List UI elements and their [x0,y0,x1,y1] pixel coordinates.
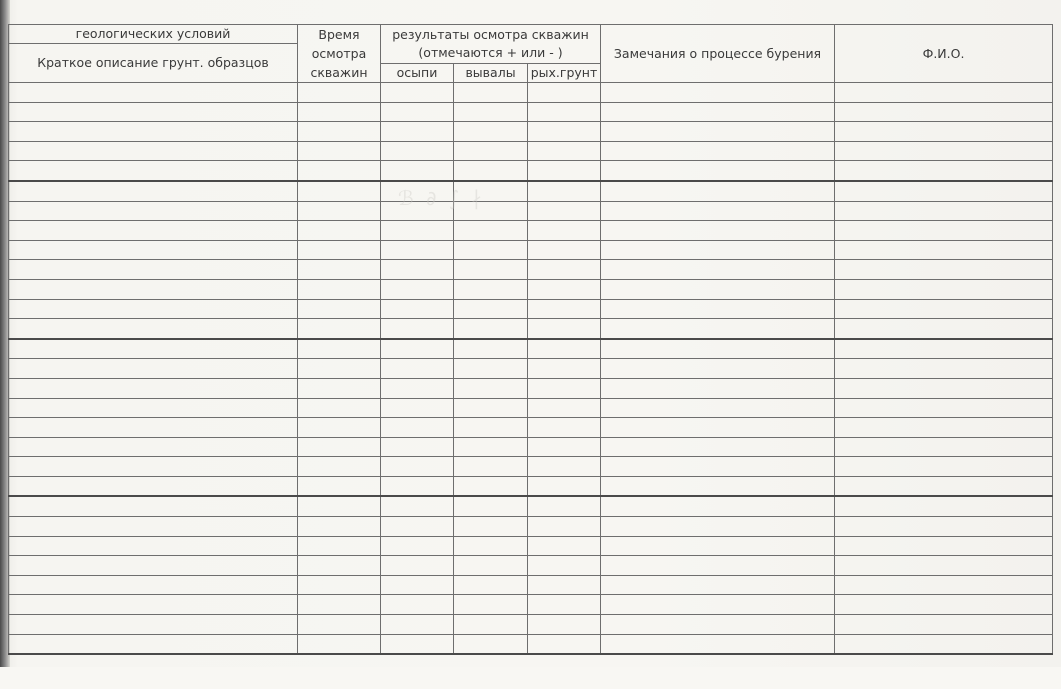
table-cell [528,378,601,398]
table-cell [835,398,1053,418]
table-cell [835,221,1053,241]
table-row [9,122,1053,142]
table-cell [9,319,298,339]
table-cell [528,595,601,615]
table-row [9,615,1053,635]
table-cell [298,378,381,398]
table-cell [381,437,454,457]
table-cell [381,378,454,398]
table-cell [601,398,835,418]
table-cell [835,359,1053,379]
table-cell [454,240,528,260]
table-cell [454,359,528,379]
table-cell [381,418,454,438]
table-cell [835,595,1053,615]
table-cell [298,122,381,142]
table-row [9,102,1053,122]
table-cell [298,339,381,359]
table-cell [381,221,454,241]
table-cell [298,496,381,516]
table-cell [9,536,298,556]
table-cell [454,418,528,438]
header-inspection-results-line1: результаты осмотра скважин [392,27,589,42]
table-cell [601,181,835,201]
table-cell [454,378,528,398]
table-cell [835,181,1053,201]
table-cell [835,240,1053,260]
table-row [9,319,1053,339]
table-cell [9,181,298,201]
table-cell [9,517,298,537]
table-row [9,279,1053,299]
table-cell [298,398,381,418]
table-cell [9,161,298,181]
table-row [9,476,1053,496]
table-cell [835,102,1053,122]
table-cell [9,476,298,496]
table-cell [601,240,835,260]
table-row [9,595,1053,615]
table-row [9,634,1053,654]
table-cell [835,536,1053,556]
table-cell [298,615,381,635]
table-cell [381,476,454,496]
table-cell [601,517,835,537]
table-cell [835,437,1053,457]
table-cell [298,457,381,477]
table-row [9,240,1053,260]
table-cell [9,240,298,260]
table-cell [298,437,381,457]
table-cell [835,615,1053,635]
table-cell [9,221,298,241]
table-row [9,378,1053,398]
table-body [9,25,1053,655]
table-cell [381,615,454,635]
table-cell [835,279,1053,299]
table-cell [9,83,298,103]
table-cell [601,378,835,398]
table-cell [381,575,454,595]
table-cell [298,299,381,319]
table-cell [454,319,528,339]
table-cell [454,517,528,537]
table-cell [528,141,601,161]
table-cell [9,575,298,595]
header-osypi: осыпи [381,64,454,83]
table-cell [528,556,601,576]
table-cell [601,496,835,516]
table-cell [298,536,381,556]
table-cell [835,575,1053,595]
table-row [9,221,1053,241]
table-cell [9,102,298,122]
table-cell [835,418,1053,438]
table-row [9,437,1053,457]
table-cell [454,141,528,161]
table-cell [298,595,381,615]
table-row [9,496,1053,516]
table-cell [381,141,454,161]
table-cell [601,615,835,635]
table-cell [381,457,454,477]
table-cell [381,161,454,181]
table-cell [298,279,381,299]
table-cell [381,517,454,537]
table-cell [454,83,528,103]
table-cell [9,141,298,161]
table-cell [454,457,528,477]
table-cell [298,517,381,537]
table-cell [601,457,835,477]
table-cell [9,437,298,457]
table-cell [601,476,835,496]
table-cell [601,418,835,438]
table-cell [9,556,298,576]
header-ryh-grunt: рых.грунт [528,64,601,83]
table-cell [835,161,1053,181]
header-inspection-results [381,25,601,64]
table-cell [528,418,601,438]
table-cell [298,221,381,241]
table-row [9,418,1053,438]
page-bottom-margin [0,667,1061,689]
table-cell [528,517,601,537]
table-cell [835,201,1053,221]
table-cell [298,161,381,181]
table-cell [9,201,298,221]
table-row [9,161,1053,181]
table-cell [454,575,528,595]
table-cell [454,339,528,359]
table-cell [601,141,835,161]
table-cell [298,141,381,161]
table-cell [454,221,528,241]
table-cell [528,122,601,142]
header-inspection-results-line2: (отмечаются + или - ) [418,45,563,60]
table-cell [528,161,601,181]
header-drilling-remarks: Замечания о процессе бурения [601,25,835,83]
table-cell [454,476,528,496]
table-cell [298,556,381,576]
table-cell [454,260,528,280]
table-cell [835,378,1053,398]
table-row [9,359,1053,379]
table-cell [381,83,454,103]
table-cell [381,102,454,122]
table-cell [9,418,298,438]
table-cell [454,615,528,635]
table-row [9,457,1053,477]
table-cell [601,595,835,615]
table-cell [381,299,454,319]
table-cell [601,299,835,319]
table-cell [298,83,381,103]
table-cell [9,122,298,142]
table-cell [381,279,454,299]
table-cell [298,260,381,280]
table-cell [454,299,528,319]
table-cell [528,260,601,280]
table-cell [835,83,1053,103]
table-cell [381,398,454,418]
table-cell [835,122,1053,142]
table-cell [9,595,298,615]
table-cell [454,595,528,615]
table-cell [601,359,835,379]
table-cell [9,299,298,319]
table-cell [528,83,601,103]
table-cell [835,496,1053,516]
table-cell [528,575,601,595]
table-row [9,556,1053,576]
table-cell [9,457,298,477]
table-cell [835,634,1053,654]
table-cell [454,634,528,654]
table-cell [601,221,835,241]
table-cell [528,240,601,260]
table-cell [528,457,601,477]
table-cell [9,279,298,299]
table-cell [381,496,454,516]
table-cell [9,398,298,418]
table-cell [9,615,298,635]
table-cell [9,359,298,379]
table-cell [835,299,1053,319]
table-cell [381,595,454,615]
header-inspection-time [298,25,381,83]
table-cell [601,122,835,142]
header-vyvaly: вывалы [454,64,528,83]
table-cell [381,556,454,576]
table-cell [528,319,601,339]
drilling-log-table [8,24,1053,655]
table-cell [528,536,601,556]
table-cell [528,102,601,122]
table-cell [298,201,381,221]
table-cell [381,339,454,359]
table-row [9,260,1053,280]
table-cell [381,319,454,339]
table-cell [601,575,835,595]
table-cell [601,339,835,359]
table-cell [601,83,835,103]
table-cell [454,556,528,576]
table-cell [528,359,601,379]
table-cell [528,279,601,299]
table-cell [601,201,835,221]
table-cell [528,496,601,516]
header-fio: Ф.И.О. [835,25,1053,83]
table-cell [528,437,601,457]
table-cell [528,339,601,359]
table-cell [835,517,1053,537]
table-row [9,141,1053,161]
table-cell [601,536,835,556]
table-cell [9,634,298,654]
table-cell [528,615,601,635]
header-soil-description: Краткое описание грунт. образцов [9,44,298,83]
table-cell [298,240,381,260]
table-cell [9,339,298,359]
table-cell [528,221,601,241]
table-cell [381,122,454,142]
table-cell [454,437,528,457]
table-cell [298,319,381,339]
table-row [9,299,1053,319]
table-cell [528,398,601,418]
table-row [9,339,1053,359]
table-cell [454,536,528,556]
table-cell [835,260,1053,280]
table-cell [835,319,1053,339]
table-cell [528,634,601,654]
table-row [9,83,1053,103]
table-cell [601,260,835,280]
table-cell [601,437,835,457]
table-cell [381,634,454,654]
table-cell [835,556,1053,576]
table-cell [381,359,454,379]
table-cell [601,161,835,181]
table-cell [835,457,1053,477]
table-cell [298,359,381,379]
header-inspection-time-label: Время осмотра скважин [310,27,368,80]
table-cell [381,536,454,556]
header-row-1 [9,25,1053,44]
table-row [9,517,1053,537]
table-cell [454,279,528,299]
header-geo-conditions: геологических условий [9,25,298,44]
table-cell [381,240,454,260]
table-cell [835,476,1053,496]
table-cell [298,181,381,201]
table-cell [454,496,528,516]
table-cell [298,102,381,122]
table-cell [601,102,835,122]
table-cell [601,319,835,339]
table-cell [298,634,381,654]
table-cell [601,634,835,654]
table-cell [298,575,381,595]
table-cell [835,339,1053,359]
table-cell [9,378,298,398]
table-cell [9,496,298,516]
table-row [9,536,1053,556]
table-cell [454,122,528,142]
table-cell [601,556,835,576]
table-cell [298,418,381,438]
table-cell [601,279,835,299]
table-cell [454,161,528,181]
table-cell [835,141,1053,161]
table-row [9,398,1053,418]
table-cell [528,476,601,496]
faded-ink-mark: ℬ ∂ ∫ ∤ [398,186,485,210]
table-cell [528,299,601,319]
table-cell [9,260,298,280]
table-cell [454,102,528,122]
table-row [9,575,1053,595]
table-cell [298,476,381,496]
table-cell [381,260,454,280]
table-cell [454,398,528,418]
